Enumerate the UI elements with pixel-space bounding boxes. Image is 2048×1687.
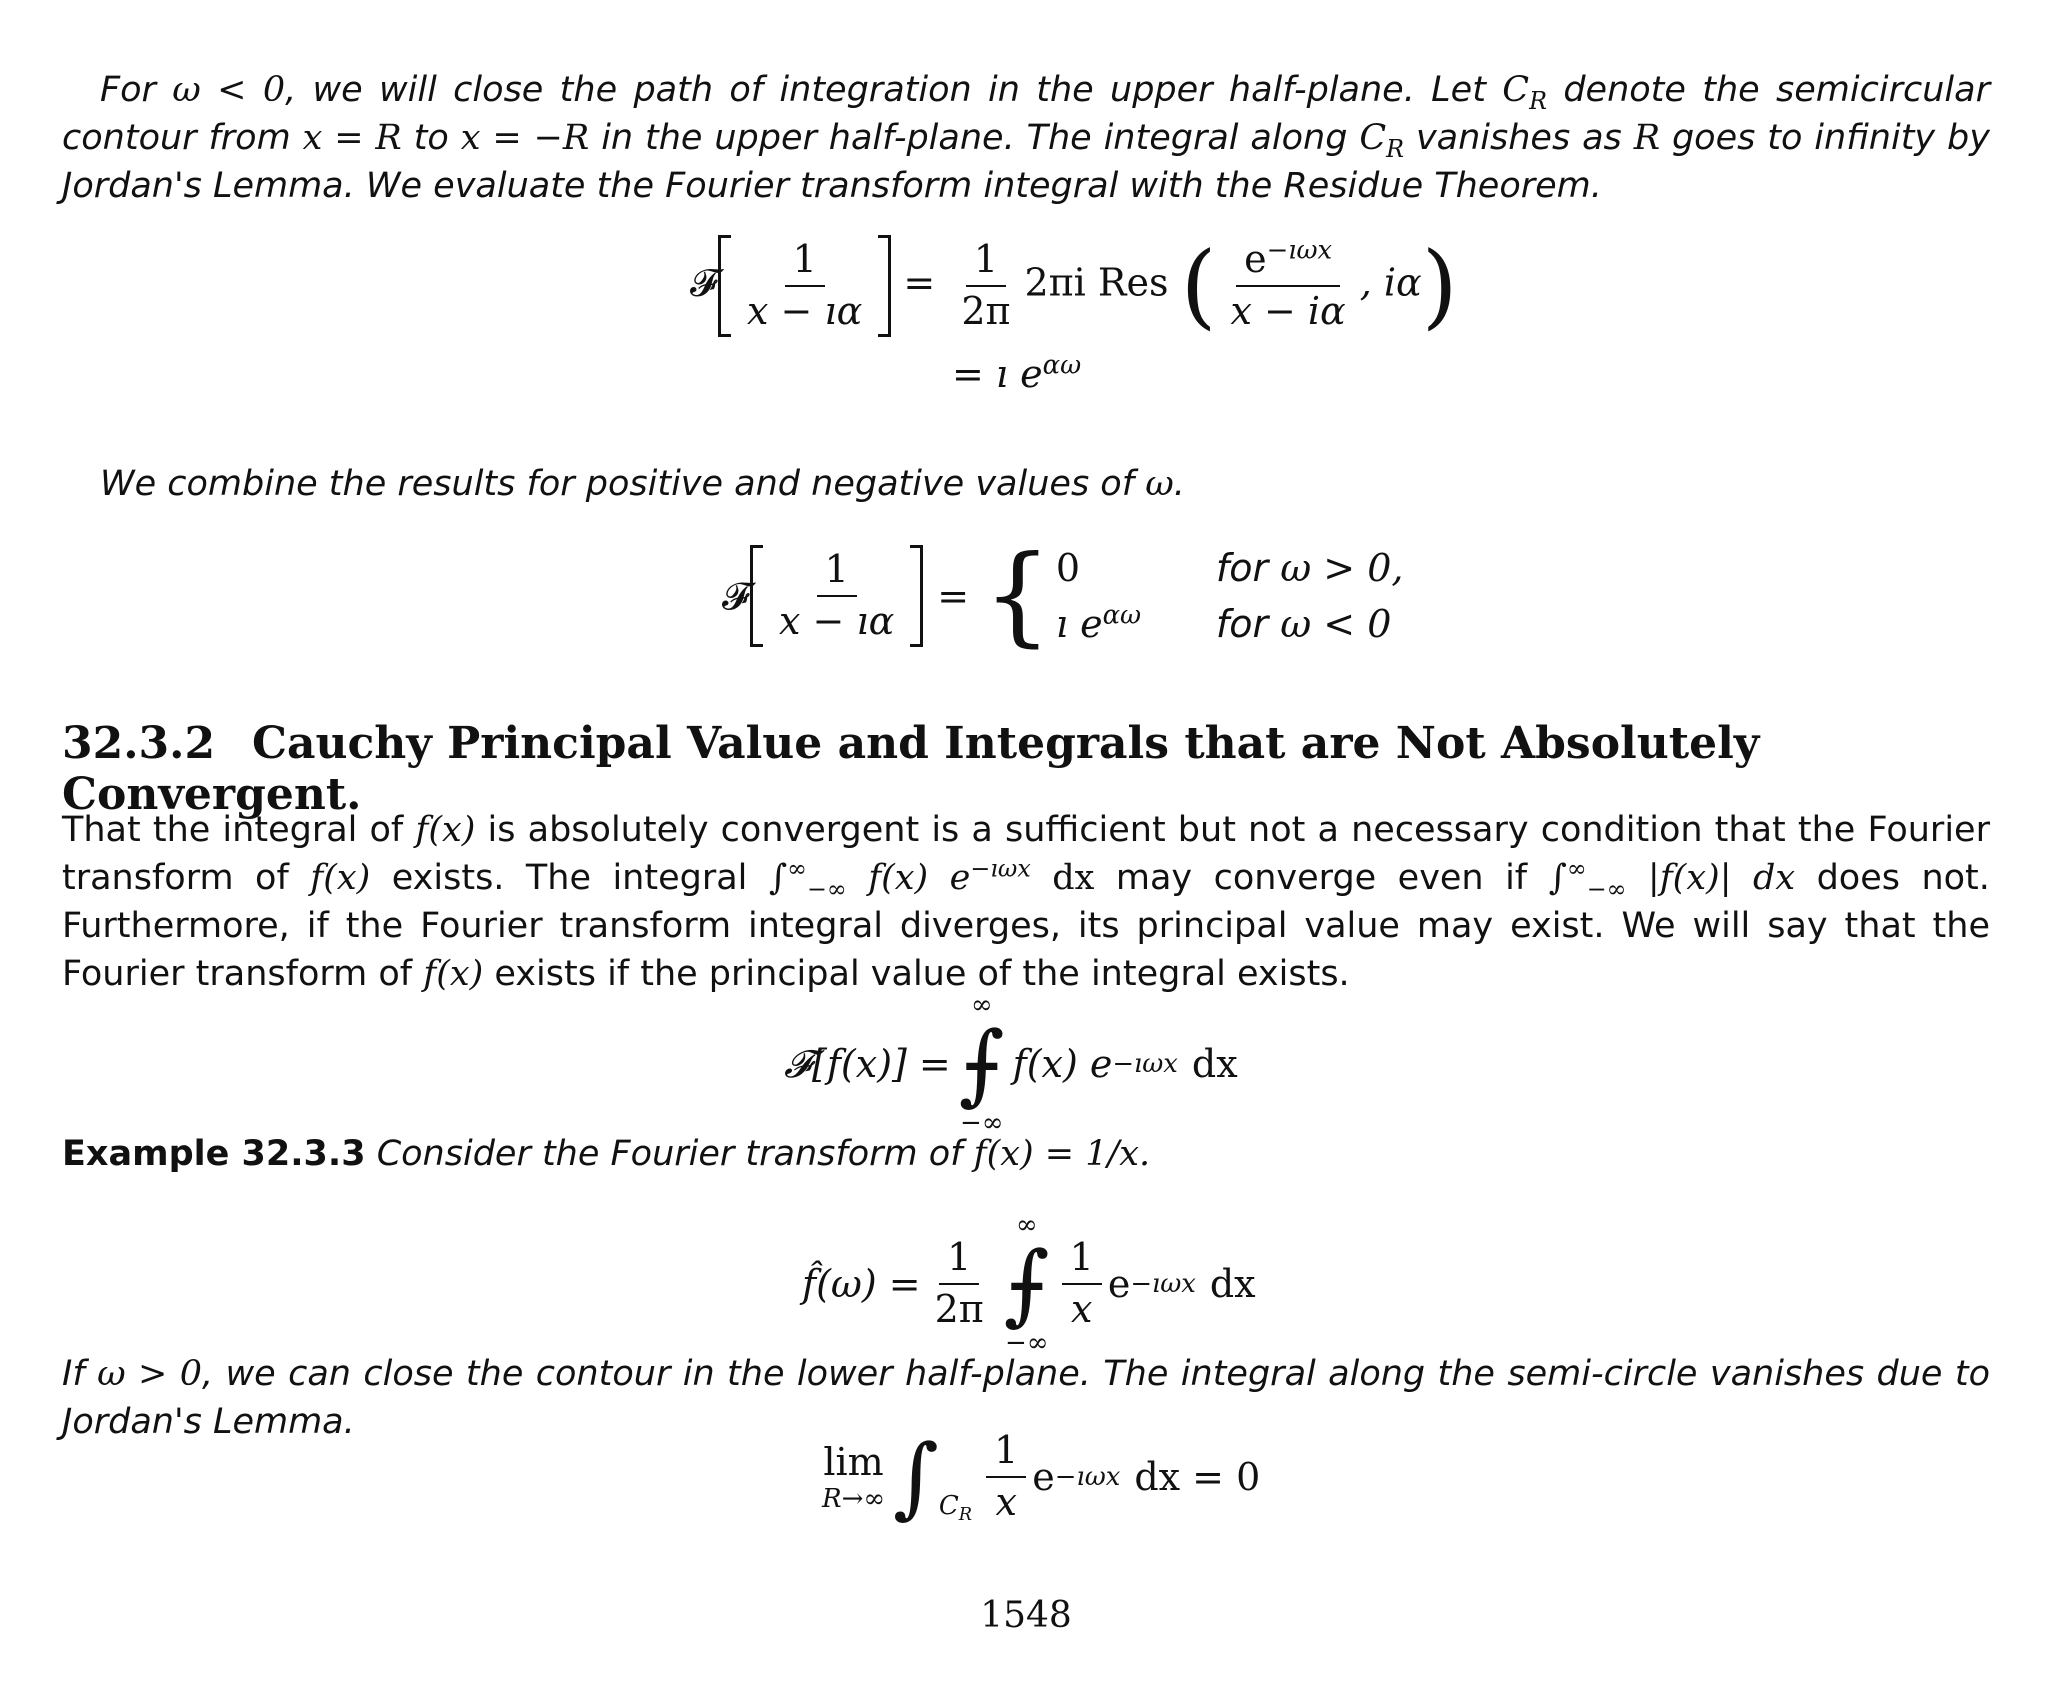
math-inline: ω > 0 (97, 1354, 203, 1394)
math-inline: ω < 0 (172, 70, 286, 110)
equals: = (937, 574, 970, 618)
fraction: $\frac{1}{2\pi}$ (961, 237, 1011, 333)
text: For (100, 70, 156, 110)
math-inline-integral: $\int^\infty_{-\infty}$ f(x) $e^{-ı\omega x}$ dx (768, 854, 1095, 903)
paragraph-principal-value: That the integral of f(x) is absolutely convergent is a sufficient but not a necessary condition that the Fourier transform of f(x) exists. The integral $\int^\infty_{-\infty}$ f(x) $e^{-ı\omega x}$ dx may converge even if $\int^\infty_{-\infty}$ |f(x)| dx does not. Furthermore, if the Fourier transform integral diverges, its principal value may exist. We will say that the Fourier transform of f(x) exists if the principal value of the integral exists. (62, 810, 1990, 994)
paragraph-lower-half-plane: If ω > 0, we can close the contour in the lower half-plane. The integral along the semi-circle vanishes due to Jordan's Lemma. (62, 1354, 1990, 1442)
math-inline: f(x) (423, 954, 484, 994)
text: We evaluate the Fourier transform integral with the Residue Theorem. (365, 166, 1602, 206)
fraction: $\frac{1}{x - ı\alpha}$ (779, 547, 895, 643)
paren-left: ( (1180, 232, 1217, 339)
math-inline: ω (1145, 464, 1174, 504)
text: goes to infinity by Jordan's Lemma. (62, 118, 1990, 206)
math-inline: x = R (302, 118, 402, 158)
math-subscript: R (1529, 87, 1547, 115)
math-inline: x = −R (460, 118, 590, 158)
equation-transform-1-over-x: f̂(ω) = $\frac{1}{2\pi}$ ∞ ⨍ −∞ $\frac{1}{x}$ e −ıωx dx (802, 1210, 1256, 1358)
fraction: $\frac{1}{x - ı\alpha}$ (747, 237, 863, 333)
integral-limits: ∞ ⨍ −∞ (958, 990, 1005, 1138)
equation-jordan-limit: lim R→∞ ∫ $C_R$ $\frac{1}{x}$ e −ıωx dx = 0 (822, 1424, 1261, 1528)
equals: = (903, 260, 936, 305)
math-inline (1502, 70, 1547, 115)
fourier-operator: 𝓕 (722, 573, 751, 618)
section-title: Cauchy Principal Value and Integrals that are Not Absolutely Convergent. (62, 718, 1760, 820)
math-inline-integral: $\int^\infty_{-\infty}$ |f(x)| dx (1548, 854, 1796, 903)
text: vanishes as (1415, 118, 1622, 158)
fraction: $\frac{1}{x}$ (1062, 1237, 1102, 1331)
equation-principal-value: 𝓕[f(x)] = ∞ ⨍ −∞ f(x) e −ıωx dx (784, 990, 1238, 1138)
equation-cases (722, 533, 1404, 658)
limit: lim R→∞ (822, 1439, 886, 1514)
text: denote the semicircular contour from (62, 70, 1990, 158)
fourier-operator: 𝓕 (690, 260, 719, 305)
math-inline: R (1633, 118, 1661, 158)
equation-residue (690, 232, 1458, 339)
example-label: Example 32.3.3 (62, 1134, 366, 1174)
math-symbol: C (1359, 118, 1387, 158)
paragraph-combine (62, 460, 1990, 508)
text: . (1173, 464, 1185, 504)
bracket-left (718, 235, 731, 337)
text: in the upper half-plane. The integral along (601, 118, 1348, 158)
example-statement: Example 32.3.3 Consider the Fourier transform of f(x) = 1/x. (62, 1134, 1151, 1174)
bracket-right (878, 235, 891, 337)
text: We combine the results for positive and negative values of (100, 464, 1135, 504)
equation-residue-result: = ı $e^{\alpha\omega}$ (952, 350, 1082, 396)
math-symbol: C (1502, 70, 1530, 110)
paren-right: ) (1421, 232, 1458, 339)
section-number: 32.3.2 (62, 718, 216, 769)
math-inline: f(x) (415, 810, 476, 850)
residue-point: , iα (1359, 260, 1422, 305)
math-inline: f(x) = 1/x. (973, 1134, 1151, 1174)
text: , we will close the path of integration in the upper half-plane. Let (285, 70, 1486, 110)
fraction: $\frac{1}{x}$ (986, 1430, 1026, 1524)
bracket-left (750, 545, 763, 647)
brace-left: { (983, 533, 1052, 658)
text: to (413, 118, 449, 158)
paragraph-intro (62, 66, 1990, 210)
cases-table: 0 for ω > 0, ı $e^{\alpha\omega}$ for ω < 0 (1055, 546, 1404, 646)
fraction: $\frac{e^{-ı\omega x}}{x - i\alpha}$ (1230, 235, 1346, 333)
bracket-right (910, 545, 923, 647)
math-inline (1359, 118, 1405, 163)
math-inline: f(x) (310, 858, 371, 898)
page-number: 1548 (980, 1595, 1072, 1636)
residue-text: 2πi Res (1024, 260, 1169, 305)
contour-integral: ∫ $C_R$ (893, 1424, 973, 1528)
section-heading (62, 718, 1990, 820)
math-subscript: R (1386, 135, 1405, 163)
fraction: $\frac{1}{2\pi}$ (934, 1235, 984, 1331)
integral-limits: ∞ ⨍ −∞ (1003, 1210, 1050, 1358)
document-page (62, 0, 1990, 1687)
